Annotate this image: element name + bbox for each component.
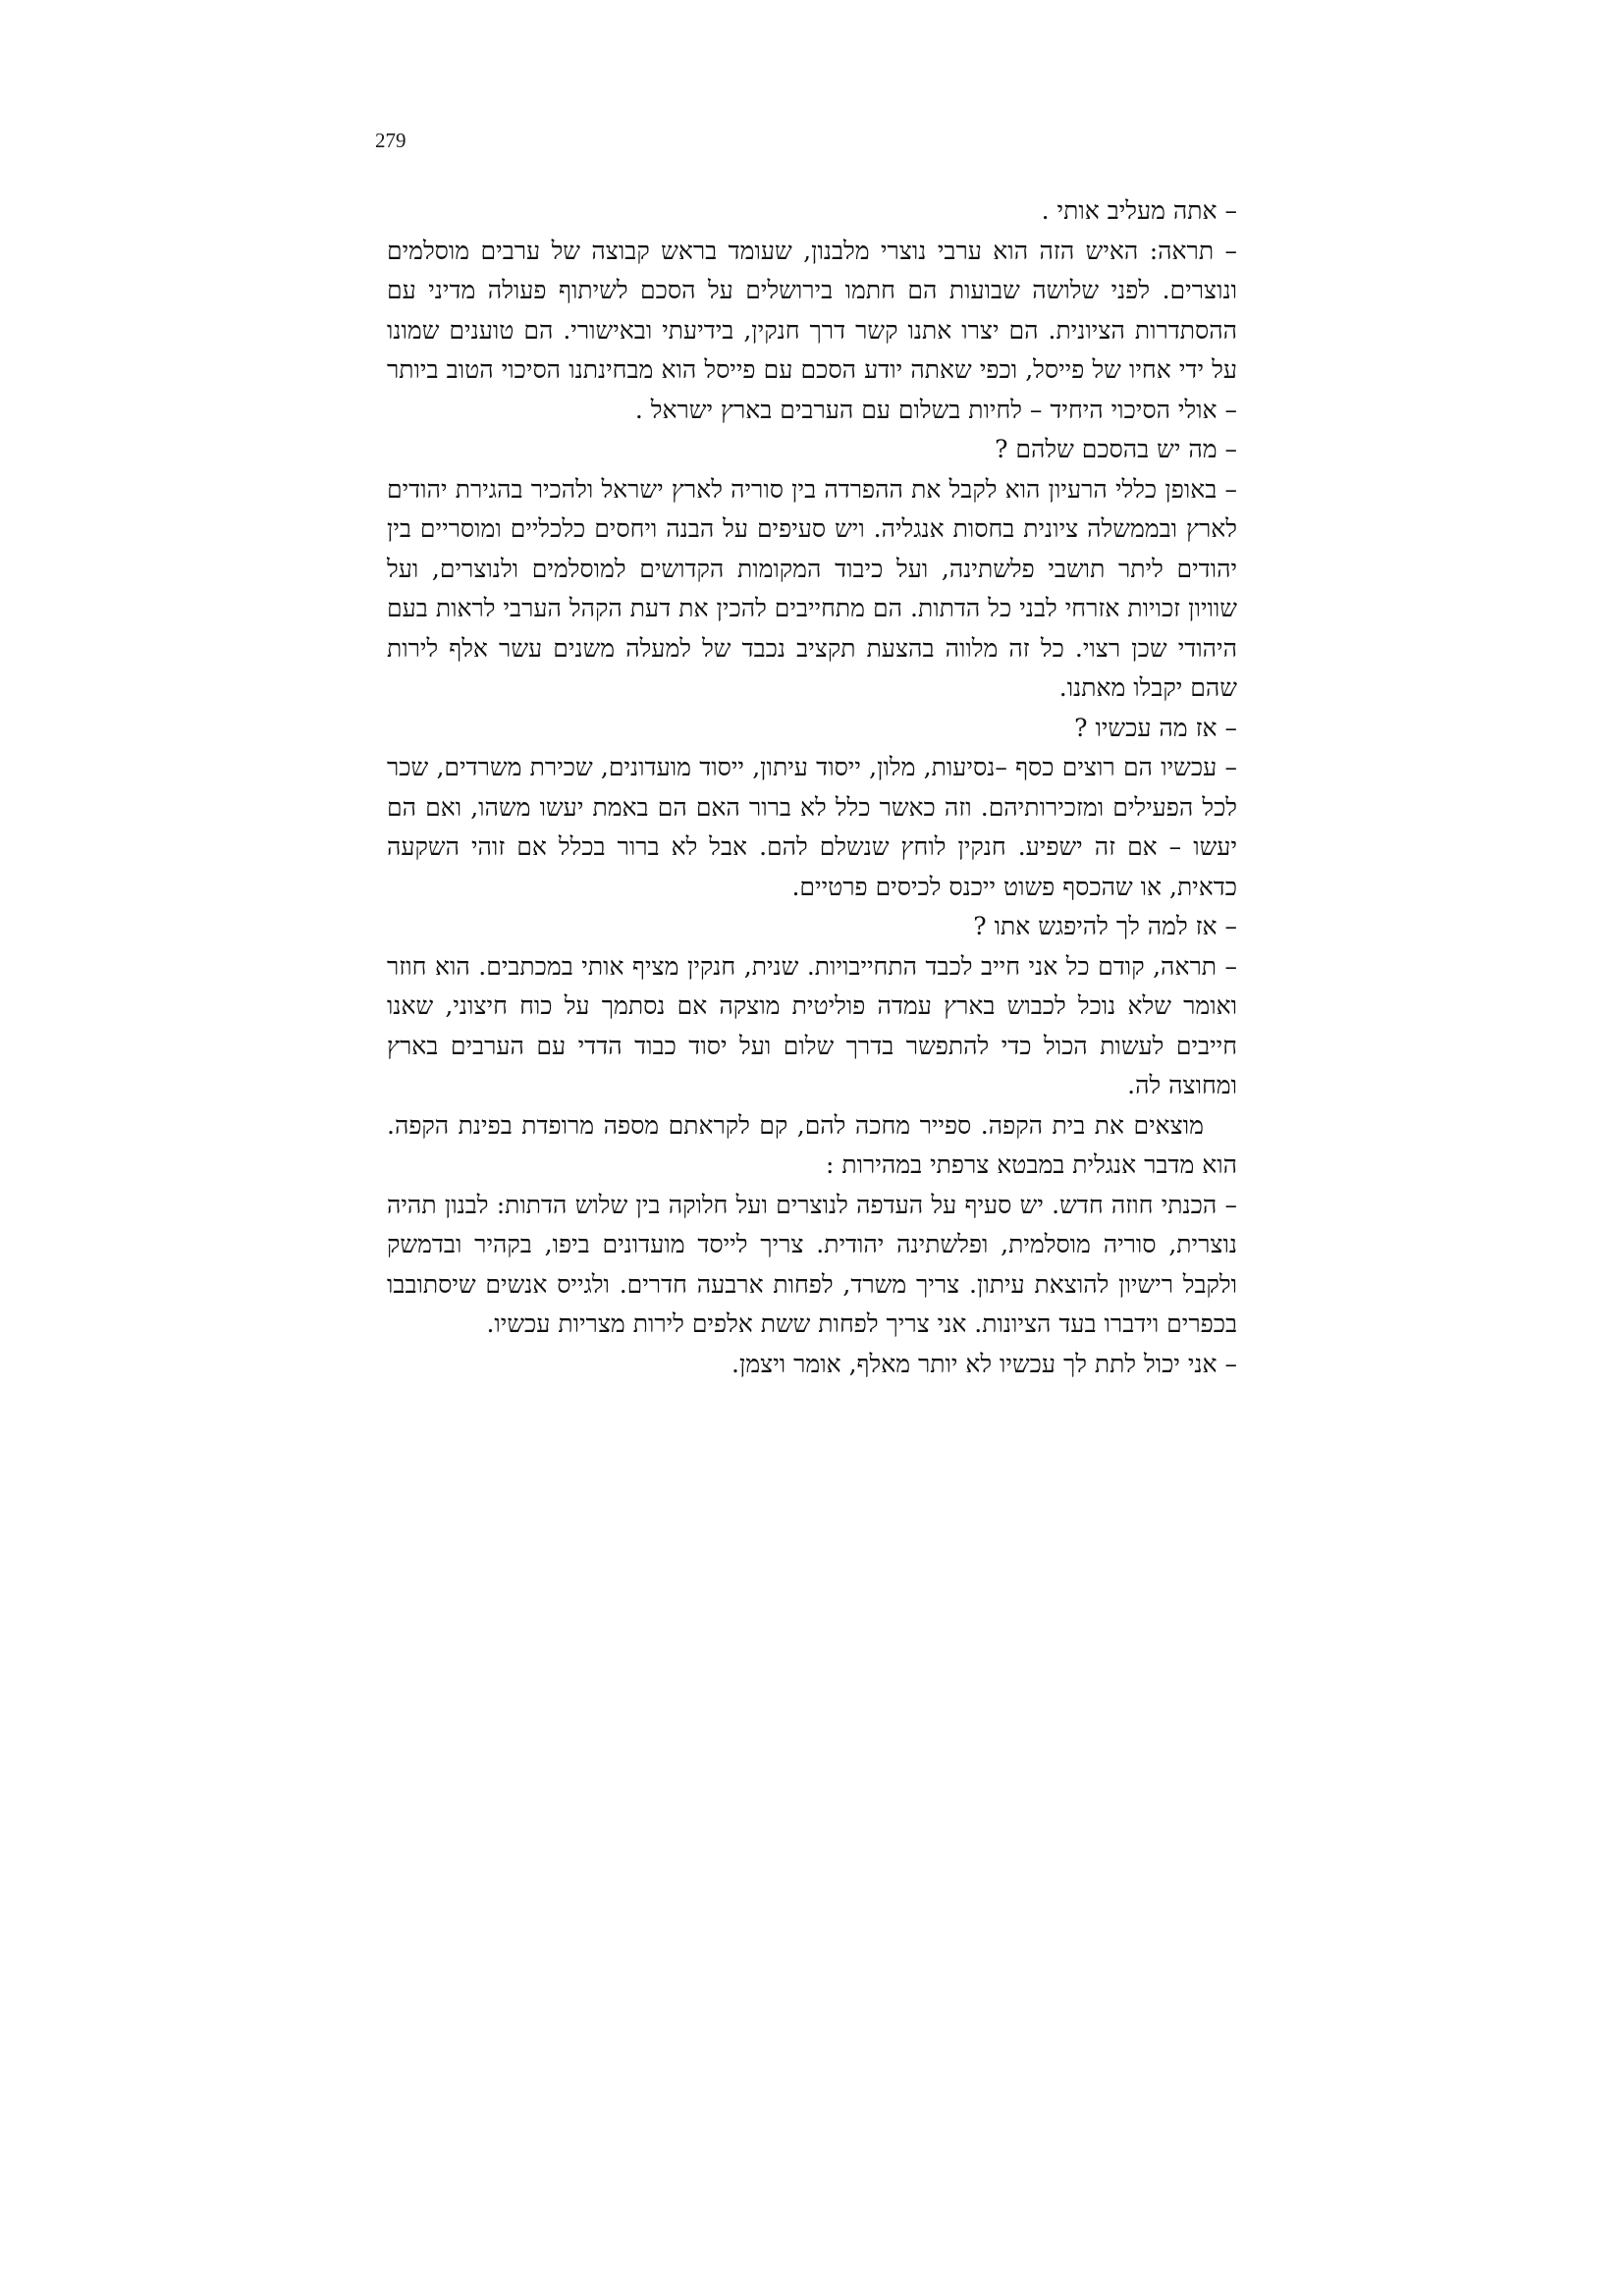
body-text [387, 191, 1237, 1384]
paragraph-11: – אני יכול לתת לך עכשיו לא יותר מאלף, אומר ויצמן. [731, 1349, 1237, 1378]
paragraph-5: – אז מה עכשיו ? [1074, 713, 1237, 742]
paragraph-8: – תראה, קודם כל אני חייב לכבד התחייבויות. שנית, חנקין מציף אותי במכתבים. הוא חוזר ואומר שלא נוכל לכבוש בארץ עמדה פוליטית מוצקה אם נסתמך על כוח חיצוני, שאנו חייבים לעשות הכול כדי להתפשר בדרך שלום ועל יסוד כבוד הדדי עם הערבים בארץ ומחוצה לה. [387, 951, 1238, 1099]
page-number: 279 [375, 129, 406, 152]
paragraph-7: – אז למה לך להיפגש אתו ? [973, 912, 1237, 940]
paragraph-3: – מה יש בהסכם שלהם ? [995, 435, 1237, 463]
paragraph-4: – באופן כללי הרעיון הוא לקבל את ההפרדה בין סוריה לארץ ישראל ולהכיר בהגירת יהודים לארץ ובממשלה ציונית בחסות אנגליה. ויש סעיפים על הבנה ויחסים כלכליים ומוסריים בין יהודים ליתר תושבי פלשתינה, ועל כיבוד המקומות הקדושים למוסלמים ולנוצרים, ועל שוויון זכויות אזרחי לבני כל הדתות. הם מתחייבים להכין את דעת הקהל הערבי לראות בעם היהודי שכן רצוי. כל זה מלווה בהצעת תקציב נכבד של למעלה משנים עשר אלף לירות שהם יקבלו מאתנו. [387, 474, 1237, 702]
paragraph-6: – עכשיו הם רוצים כסף –נסיעות, מלון, ייסוד עיתון, ייסוד מועדונים, שכירת משרדים, שכר לכל הפעילים ומזכירותיהם. וזה כאשר כלל לא ברור האם הם באמת יעשו משהו, ואם הם יעשו – אם זה ישפיע. חנקין לוחץ שנשלם להם. אבל לא ברור בכלל אם זוהי השקעה כדאית, או שהכסף פשוט ייכנס לכיסים פרטיים. [387, 753, 1237, 901]
paragraph-10: – הכנתי חוזה חדש. יש סעיף על העדפה לנוצרים ועל חלוקה בין שלוש הדתות: לבנון תהיה נוצרית, סוריה מוסלמית, ופלשתינה יהודית. צריך לייסד מועדונים ביפו, בקהיר ובדמשק ולקבל רישיון להוצאת עיתון. צריך משרד, לפחות ארבעה חדרים. ולגייס אנשים שיסתובבו בכפרים וידברו בעד הציונות. אני צריך לפחות ששת אלפים לירות מצריות עכשיו. [387, 1190, 1237, 1338]
paragraph-9: מוצאים את בית הקפה. ספייר מחכה להם, קם לקראתם מספה מרופדת בפינת הקפה. הוא מדבר אנגלית במבטא צרפתי במהירות : [387, 1110, 1237, 1179]
paragraph-1: – אתה מעליב אותי . [1041, 196, 1237, 225]
paragraph-2: – תראה: האיש הזה הוא ערבי נוצרי מלבנון, שעומד בראש קבוצה של ערבים מוסלמים ונוצרים. לפני שלושה שבועות הם חתמו בירושלים על הסכם לשיתוף פעולה מדיני עם ההסתדרות הציונית. הם יצרו אתנו קשר דרך חנקין, בידיעתי ובאישורי. הם טוענים שמונו על ידי אחיו של פייסל, וכפי שאתה יודע הסכם עם פייסל הוא מבחינתנו הסיכוי הטוב ביותר – אולי הסיכוי היחיד – לחיות בשלום עם הערבים בארץ ישראל . [387, 236, 1237, 424]
